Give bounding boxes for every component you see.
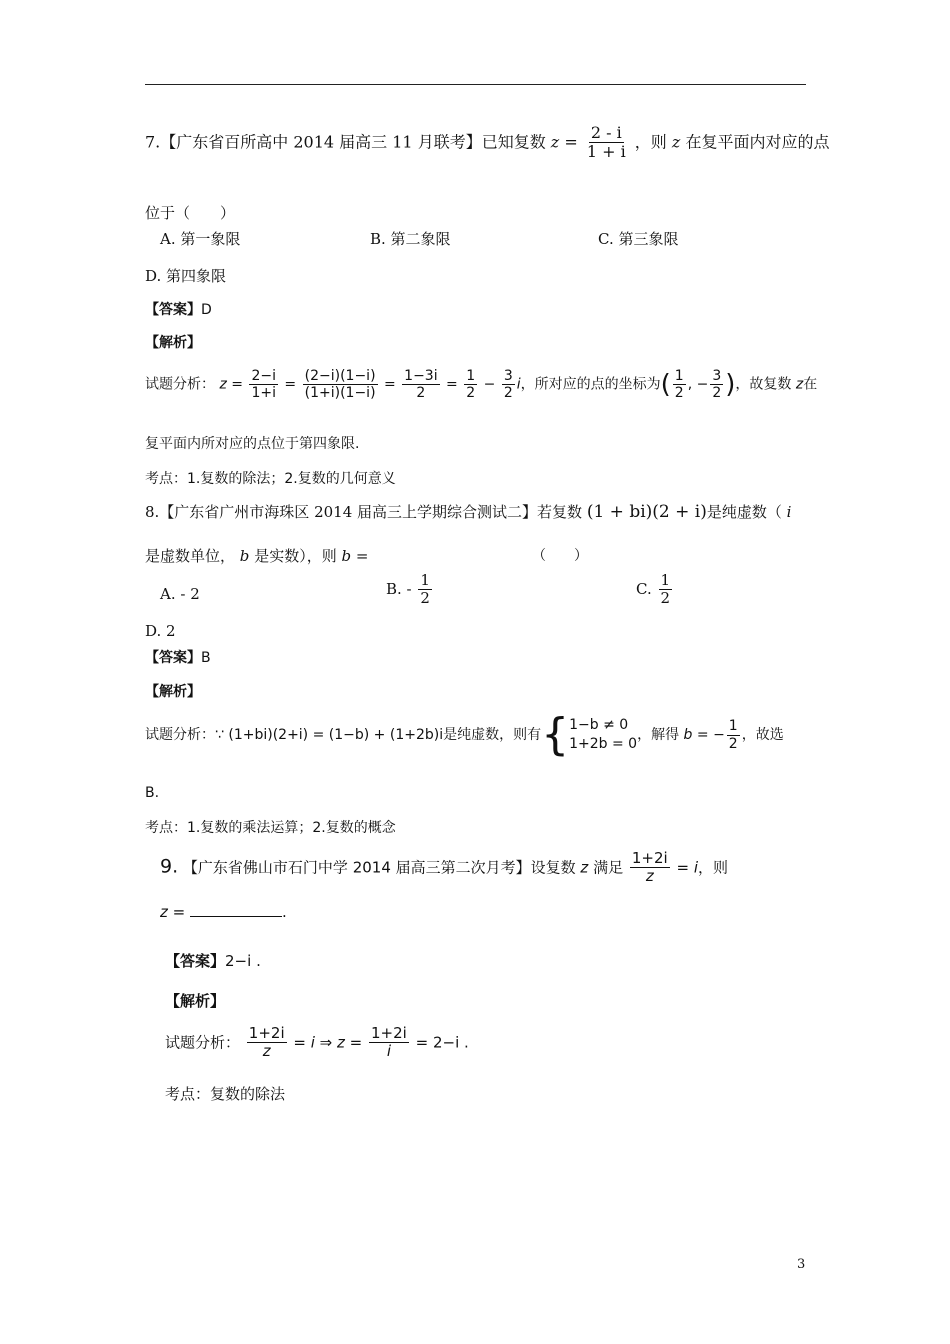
- page-number: 3: [797, 1257, 806, 1272]
- q7-stem-mid: ，则: [634, 132, 667, 152]
- q9-stem: 9. 【广东省佛山市石门中学 2014 届高三第二次月考】设复数 z 满足 $\frac{1+2i}{z}$ = i，则: [160, 849, 729, 886]
- q7-stem-prefix: 7.【广东省百所高中 2014 届高三 11 月联考】已知复数: [145, 132, 546, 152]
- header-rule: [145, 84, 806, 85]
- q8-kaodian: 考点：1.复数的乘法运算；2.复数的概念: [145, 820, 396, 836]
- q7-eq: =: [564, 132, 578, 152]
- q8-option-d: D. 2: [145, 622, 176, 640]
- q7-option-d: D. 第四象限: [145, 267, 227, 285]
- q9-blank: [190, 902, 282, 917]
- q9-answer: 【答案】2−i .: [165, 952, 261, 970]
- q7-kaodian: 考点：1.复数的除法；2.复数的几何意义: [145, 471, 396, 487]
- q8-analysis-label: 【解析】: [145, 684, 201, 700]
- q9-number: 9.: [160, 855, 179, 878]
- q7-option-a: A. 第一象限: [160, 230, 241, 248]
- q8-stem: 8.【广东省广州市海珠区 2014 届高三上学期综合测试二】若复数 (1 + bi)(2 + i)是纯虚数（ i: [145, 502, 792, 522]
- q8-analysis-line2: B.: [145, 785, 160, 801]
- q7-option-c: C. 第三象限: [598, 230, 679, 248]
- q7-analysis-label: 【解析】: [145, 335, 201, 351]
- q9-kaodian: 考点：复数的除法: [165, 1085, 286, 1103]
- q8-answer-paren: （ ）: [532, 548, 588, 564]
- q7-line2: 位于（ ）: [145, 204, 236, 222]
- q7-analysis: 试题分析： z = $\frac{2-i}{1+i}$ = $\frac{(2-i)(1-i)}{(1+i)(1-i)}$ = $\frac{1-3i}{2}$ = $\frac{1}{2}$ − $\frac{3}{2}$ i，所对应的点的坐标为( $\frac{1}{2}$ , − $\frac{3}{2}$ )，故复数 z在: [145, 368, 818, 402]
- q8-answer: 【答案】B: [145, 650, 211, 666]
- q8-analysis: 试题分析：∵ (1+bi)(2+i) = (1−b) + (1+2b)i是纯虚数，则有{ 1−b ≠ 0 1+2b = 0 ，解得 b = − $\frac{1}{2}$ ，故选: [145, 709, 784, 760]
- q8-expression: (1 + bi)(2 + i): [586, 502, 707, 522]
- q7-fraction: $\frac{2 - i}{1 + i}$: [586, 123, 626, 162]
- q7-analysis-line2: 复平面内所对应的点位于第四象限.: [145, 436, 360, 452]
- q7-z-var-2: z: [671, 132, 681, 152]
- q9-analysis-label: 【解析】: [165, 992, 226, 1010]
- q7-stem: [145, 124, 829, 162]
- q9-fill-line: z = .: [160, 903, 287, 921]
- q7-z-var: z: [550, 132, 560, 152]
- q7-stem-suffix: 在复平面内对应的点: [685, 132, 830, 152]
- q8-option-c: C. $\frac{1}{2}$: [636, 571, 671, 608]
- q7-option-b: B. 第二象限: [370, 230, 451, 248]
- q7-answer: 【答案】D: [145, 302, 212, 318]
- q8-option-b: B. - $\frac{1}{2}$: [386, 571, 430, 608]
- q8-line2: 是虚数单位， b 是实数），则 b =: [145, 547, 369, 565]
- q9-analysis: 试题分析： $\frac{1+2i}{z}$ = i ⇒ z = $\frac{1+2i}{i}$ = 2−i .: [165, 1024, 469, 1061]
- q8-option-a: A. - 2: [160, 585, 200, 603]
